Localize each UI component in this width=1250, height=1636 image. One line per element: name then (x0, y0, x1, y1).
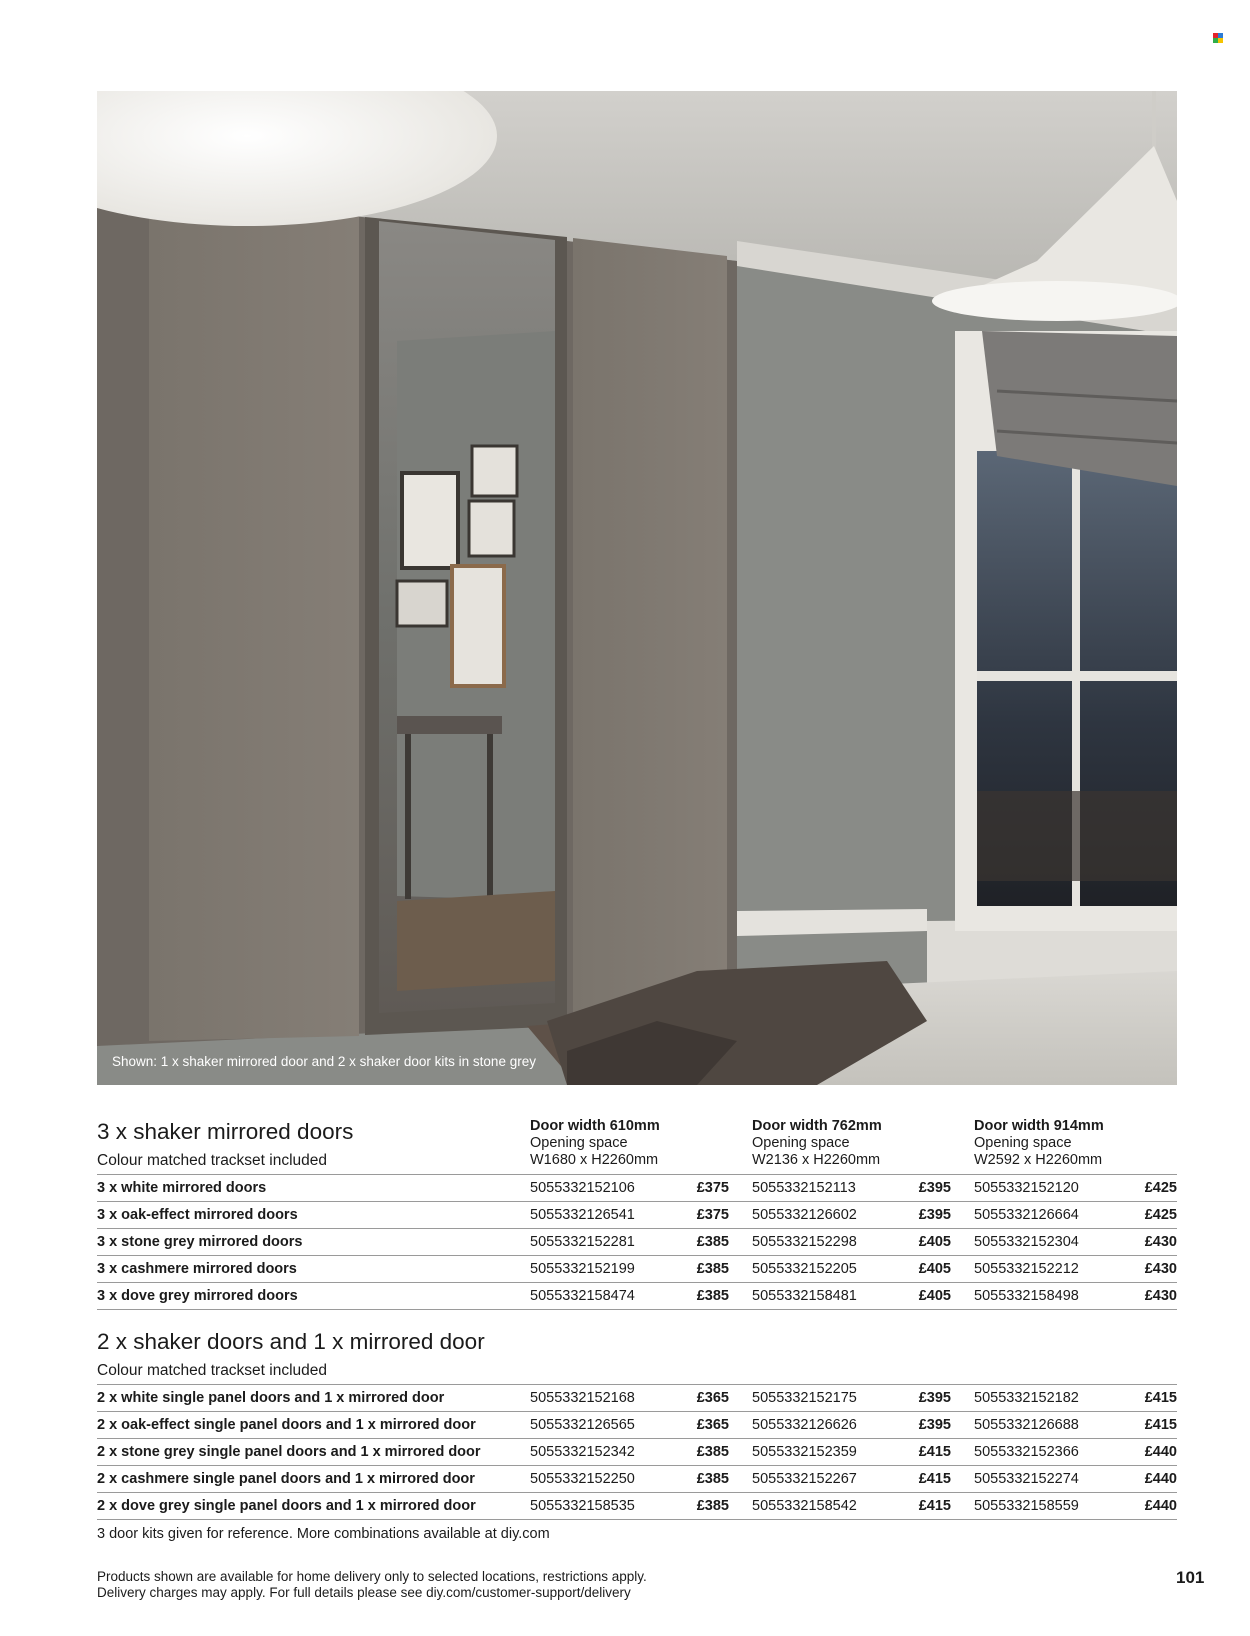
product-name: 3 x oak-effect mirrored doors (97, 1207, 298, 1223)
product-price: £405 (918, 1288, 951, 1304)
product-code: 5055332152366 (974, 1444, 1079, 1460)
product-price: £365 (696, 1417, 729, 1433)
product-price: £440 (1144, 1444, 1177, 1460)
product-price: £385 (696, 1288, 729, 1304)
product-code: 5055332152298 (752, 1234, 857, 1250)
product-code: 5055332126688 (974, 1417, 1079, 1433)
product-code: 5055332158498 (974, 1288, 1079, 1304)
reference-note: 3 door kits given for reference. More combinations available at diy.com (97, 1526, 550, 1542)
column-header-610 (530, 1118, 660, 1169)
footer-disclaimer (97, 1569, 647, 1601)
product-name: 2 x white single panel doors and 1 x mirrored door (97, 1390, 445, 1406)
section-1-subtitle: Colour matched trackset included (97, 1152, 328, 1169)
product-code: 5055332126541 (530, 1207, 635, 1223)
column-dims: W2592 x H2260mm (974, 1152, 1103, 1168)
product-name: 3 x cashmere mirrored doors (97, 1261, 297, 1277)
product-price: £395 (918, 1417, 951, 1433)
product-code: 5055332158542 (752, 1498, 857, 1514)
page-number: 101 (1176, 1568, 1205, 1587)
product-price: £375 (696, 1180, 729, 1196)
product-code: 5055332152274 (974, 1471, 1079, 1487)
product-name: 2 x dove grey single panel doors and 1 x mirrored door (97, 1498, 476, 1514)
product-price: £395 (918, 1207, 951, 1223)
column-header-762 (752, 1118, 882, 1169)
product-code: 5055332152359 (752, 1444, 857, 1460)
product-code: 5055332152182 (974, 1390, 1079, 1406)
product-name: 3 x dove grey mirrored doors (97, 1288, 298, 1304)
product-name: 2 x cashmere single panel doors and 1 x mirrored door (97, 1471, 475, 1487)
product-name: 2 x oak-effect single panel doors and 1 x mirrored door (97, 1417, 476, 1433)
product-code: 5055332152168 (530, 1390, 635, 1406)
table-row (97, 1438, 1177, 1465)
product-price: £405 (918, 1234, 951, 1250)
corner-color-mark (1213, 33, 1223, 43)
column-dims: W2136 x H2260mm (752, 1152, 881, 1168)
product-price: £385 (696, 1444, 729, 1460)
product-price: £415 (918, 1498, 951, 1514)
product-code: 5055332152212 (974, 1261, 1079, 1277)
product-code: 5055332126602 (752, 1207, 857, 1223)
product-code: 5055332152281 (530, 1234, 635, 1250)
product-price: £385 (696, 1471, 729, 1487)
section-2-table (97, 1384, 1177, 1520)
section-2-subtitle: Colour matched trackset included (97, 1362, 328, 1379)
section-1-title: 3 x shaker mirrored doors (97, 1119, 354, 1144)
product-code: 5055332152250 (530, 1471, 635, 1487)
table-row (97, 1465, 1177, 1492)
table-row (97, 1201, 1177, 1228)
product-price: £415 (918, 1471, 951, 1487)
product-price: £385 (696, 1261, 729, 1277)
footer-line-1: Products shown are available for home delivery only to selected locations, restrictions apply. (97, 1569, 647, 1584)
product-name: 3 x white mirrored doors (97, 1180, 267, 1196)
section-2-title: 2 x shaker doors and 1 x mirrored door (97, 1329, 485, 1354)
table-row (97, 1174, 1177, 1201)
hero-photo (97, 91, 1177, 1085)
product-code: 5055332152175 (752, 1390, 857, 1406)
product-price: £430 (1144, 1288, 1177, 1304)
table-row (97, 1411, 1177, 1438)
table-row (97, 1492, 1177, 1520)
product-price: £415 (1144, 1390, 1177, 1406)
column-width: Door width 610mm (530, 1118, 660, 1134)
table-row (97, 1384, 1177, 1411)
product-code: 5055332158559 (974, 1498, 1079, 1514)
product-code: 5055332158481 (752, 1288, 857, 1304)
product-price: £375 (696, 1207, 729, 1223)
product-code: 5055332158474 (530, 1288, 635, 1304)
product-code: 5055332152342 (530, 1444, 635, 1460)
table-row (97, 1255, 1177, 1282)
product-name: 3 x stone grey mirrored doors (97, 1234, 303, 1250)
product-price: £395 (918, 1390, 951, 1406)
product-code: 5055332152113 (752, 1180, 856, 1196)
product-price: £425 (1144, 1180, 1177, 1196)
product-code: 5055332152120 (974, 1180, 1079, 1196)
product-code: 5055332152304 (974, 1234, 1079, 1250)
table-row (97, 1228, 1177, 1255)
product-price: £415 (918, 1444, 951, 1460)
product-price: £405 (918, 1261, 951, 1277)
product-price: £425 (1144, 1207, 1177, 1223)
product-code: 5055332126565 (530, 1417, 635, 1433)
product-price: £395 (918, 1180, 951, 1196)
column-space: Opening space (530, 1135, 628, 1151)
column-width: Door width 914mm (974, 1118, 1104, 1134)
table-row (97, 1282, 1177, 1310)
hero-caption: Shown: 1 x shaker mirrored door and 2 x shaker door kits in stone grey (112, 1054, 536, 1069)
column-dims: W1680 x H2260mm (530, 1152, 659, 1168)
product-price: £385 (696, 1498, 729, 1514)
product-code: 5055332152205 (752, 1261, 857, 1277)
product-price: £385 (696, 1234, 729, 1250)
product-price: £430 (1144, 1234, 1177, 1250)
product-price: £430 (1144, 1261, 1177, 1277)
product-code: 5055332126664 (974, 1207, 1079, 1223)
product-price: £440 (1144, 1471, 1177, 1487)
product-price: £440 (1144, 1498, 1177, 1514)
product-code: 5055332152267 (752, 1471, 857, 1487)
product-name: 2 x stone grey single panel doors and 1 x mirrored door (97, 1444, 481, 1460)
column-space: Opening space (752, 1135, 850, 1151)
product-price: £365 (696, 1390, 729, 1406)
column-space: Opening space (974, 1135, 1072, 1151)
product-code: 5055332126626 (752, 1417, 857, 1433)
column-width: Door width 762mm (752, 1118, 882, 1134)
column-header-914 (974, 1118, 1104, 1169)
bedroom-wardrobe-illustration (97, 91, 1177, 1085)
product-code: 5055332152199 (530, 1261, 635, 1277)
product-code: 5055332158535 (530, 1498, 635, 1514)
product-code: 5055332152106 (530, 1180, 635, 1196)
product-price: £415 (1144, 1417, 1177, 1433)
section-1-table (97, 1174, 1177, 1310)
footer-line-2: Delivery charges may apply. For full details please see diy.com/customer-support/delivery (97, 1585, 631, 1600)
